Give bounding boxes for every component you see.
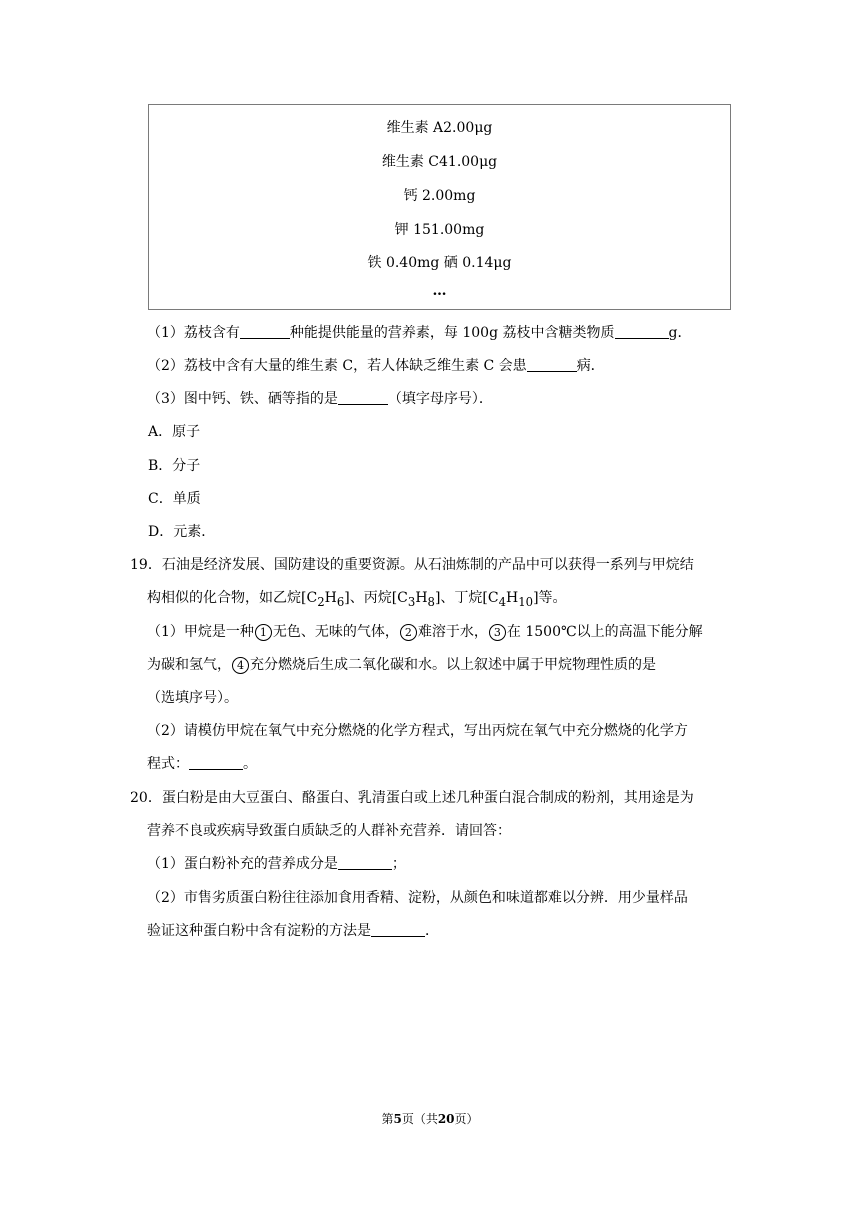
text: 在 1500℃以上的高温下能分解 bbox=[506, 624, 703, 640]
page-number: 5 bbox=[393, 1112, 402, 1126]
q20-part1 bbox=[147, 853, 406, 873]
table-row: 铁 0.40mg 硒 0.14μg bbox=[367, 255, 512, 271]
q19-part1-line3: （选填序号）。 bbox=[147, 690, 238, 706]
text: H bbox=[415, 590, 428, 606]
nutrition-table bbox=[148, 104, 731, 310]
option-c: C．单质 bbox=[148, 491, 201, 507]
text: ． bbox=[425, 923, 439, 939]
option-a: A．原子 bbox=[148, 424, 201, 440]
option-b: B．分子 bbox=[148, 458, 201, 474]
q20-part2-line2 bbox=[147, 920, 439, 940]
q19-line1: 19．石油是经济发展、国防建设的重要资源。从石油炼制的产品中可以获得一系列与甲烷结 bbox=[130, 557, 694, 573]
text: 病． bbox=[576, 358, 605, 374]
q20-part2-line1: （2）市售劣质蛋白粉往往添加食用香精、淀粉，从颜色和味道都难以分辨．用少量样品 bbox=[147, 890, 688, 906]
subscript: 8 bbox=[427, 594, 435, 609]
text: ]等。 bbox=[533, 590, 567, 606]
text: （1）荔枝含有 bbox=[147, 325, 240, 341]
table-row: 钾 151.00mg bbox=[394, 222, 485, 238]
circled-number: 2 bbox=[400, 624, 417, 641]
text: （3）图中钙、铁、硒等指的是 bbox=[147, 391, 338, 407]
subscript: 6 bbox=[336, 594, 345, 609]
q19-line2 bbox=[147, 587, 567, 609]
answer-blank[interactable] bbox=[338, 855, 392, 870]
answer-blank[interactable] bbox=[189, 755, 243, 770]
text: 充分燃烧后生成二氧化碳和水。以上叙述中属于甲烷物理性质的是 bbox=[250, 657, 656, 673]
text: H bbox=[506, 590, 519, 606]
text: ； bbox=[391, 856, 406, 872]
text: 无色、无味的气体， bbox=[272, 624, 399, 640]
page-total: 20 bbox=[437, 1112, 455, 1126]
q19-part2-line2 bbox=[147, 753, 257, 773]
q18-part1 bbox=[147, 322, 691, 342]
table-row: … bbox=[432, 283, 447, 299]
table-row: 维生素 C41.00μg bbox=[381, 154, 498, 170]
q18-part2 bbox=[147, 355, 605, 375]
text: （1）甲烷是一种 bbox=[147, 624, 254, 640]
text: （2）荔枝中含有大量的维生素 C，若人体缺乏维生素 C 会患 bbox=[147, 358, 527, 374]
text: 为碳和氢气， bbox=[147, 657, 231, 673]
table-row: 维生素 A2.00μg bbox=[386, 120, 493, 136]
q19-part2-line1: （2）请模仿甲烷在氧气中充分燃烧的化学方程式，写出丙烷在氧气中充分燃烧的化学方 bbox=[147, 723, 688, 739]
text: g． bbox=[668, 325, 692, 341]
table-row: 钙 2.00mg bbox=[403, 188, 476, 204]
text: 页） bbox=[454, 1112, 479, 1126]
answer-blank[interactable] bbox=[527, 357, 577, 372]
q20-line2: 营养不良或疾病导致蛋白质缺乏的人群补充营养．请回答： bbox=[147, 823, 511, 839]
q20-line1: 20．蛋白粉是由大豆蛋白、酪蛋白、乳清蛋白或上述几种蛋白混合制成的粉剂，其用途是为 bbox=[130, 790, 694, 806]
answer-blank[interactable] bbox=[338, 390, 388, 405]
text: 验证这种蛋白粉中含有淀粉的方法是 bbox=[147, 923, 371, 939]
text: 种能提供能量的营养素，每 100g 荔枝中含糖类物质 bbox=[289, 325, 615, 341]
page-footer bbox=[0, 1110, 860, 1127]
subscript: 10 bbox=[518, 594, 534, 609]
answer-blank[interactable] bbox=[371, 922, 425, 937]
text: 难溶于水， bbox=[417, 624, 488, 640]
text: （1）蛋白粉补充的营养成分是 bbox=[147, 856, 338, 872]
text: 构相似的化合物，如乙烷[C bbox=[147, 590, 318, 606]
text: H bbox=[324, 590, 337, 606]
circled-number: 4 bbox=[232, 657, 249, 674]
subscript: 4 bbox=[498, 594, 507, 609]
text: 程式： bbox=[147, 756, 189, 772]
subscript: 2 bbox=[317, 594, 325, 609]
text: 第 bbox=[381, 1112, 394, 1126]
subscript: 3 bbox=[407, 594, 416, 609]
q19-part1-line1 bbox=[147, 621, 703, 641]
option-d: D．元素． bbox=[148, 524, 216, 540]
text: ]、丁烷[C bbox=[434, 590, 499, 606]
text: 页（共 bbox=[401, 1112, 438, 1126]
text: ]、丙烷[C bbox=[344, 590, 408, 606]
answer-blank[interactable] bbox=[240, 324, 290, 339]
q18-part3 bbox=[147, 388, 493, 408]
answer-blank[interactable] bbox=[615, 324, 669, 339]
circled-number: 3 bbox=[489, 624, 506, 641]
q19-part1-line2 bbox=[147, 654, 656, 674]
text: （填字母序号）． bbox=[387, 391, 493, 407]
text: 。 bbox=[243, 756, 257, 772]
circled-number: 1 bbox=[255, 624, 272, 641]
